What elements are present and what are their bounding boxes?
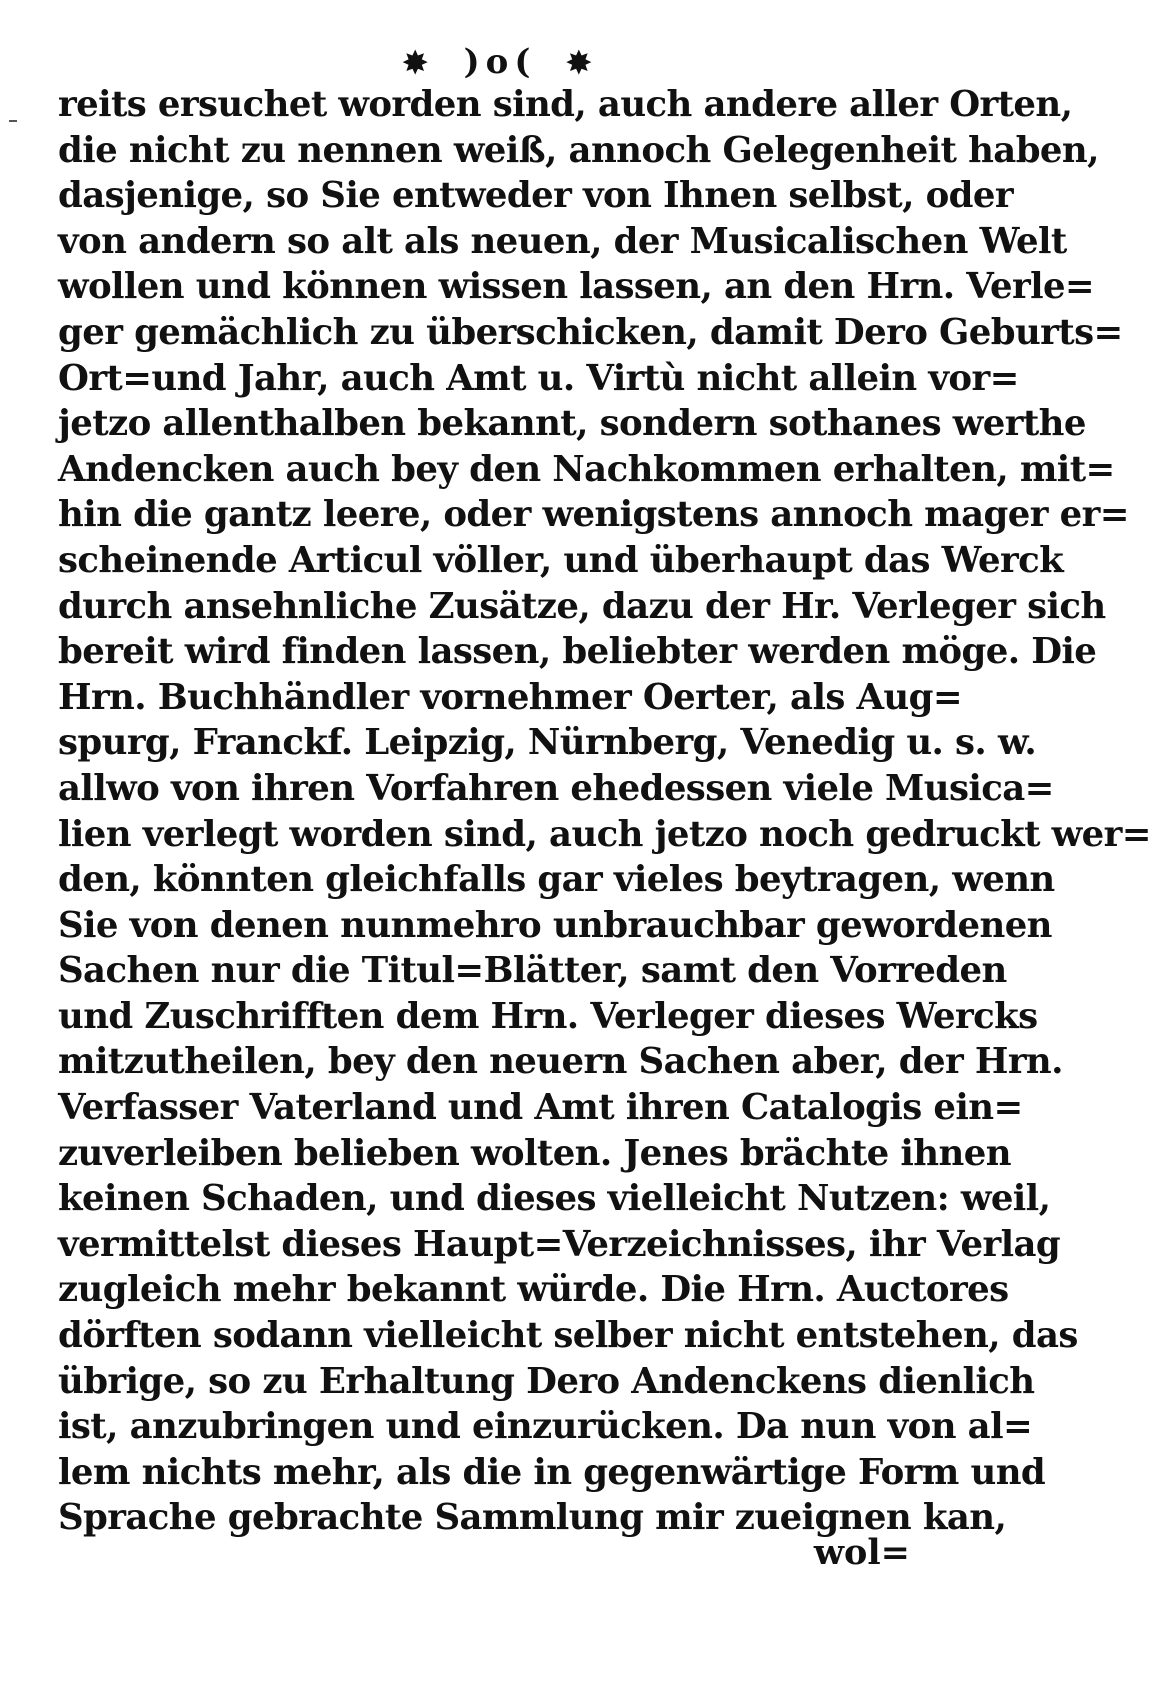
text-line: spurg, Franckf. Leipzig, Nürnberg, Venedig u. s. w. (58, 722, 1037, 764)
text-line: reits ersuchet worden sind, auch andere aller Orten, (58, 84, 1073, 125)
text-line: den, könnten gleichfalls gar vieles beytragen, wenn (58, 859, 1055, 901)
text-line: Sie von denen nunmehro unbrauchbar gewordenen (58, 904, 1052, 946)
text-line: vermittelst dieses Haupt=Verzeichnisses, ihr Verlag (58, 1223, 1061, 1265)
ornament-right-icon: ✸ (566, 46, 598, 81)
text-line: Ort=und Jahr, auch Amt u. Virtù nicht allein vor= (58, 357, 1019, 399)
text-line: keinen Schaden, und dieses vielleicht Nutzen: weil, (58, 1178, 1051, 1220)
text-line: übrige, so zu Erhaltung Dero Andenckens dienlich (58, 1360, 1035, 1402)
text-line: scheinende Articul völler, und überhaupt das Werck (58, 539, 1064, 581)
body-text (58, 82, 1151, 1541)
text-line: zuverleiben belieben wolten. Jenes brächte ihnen (58, 1132, 1011, 1174)
text-line: hin die gantz leere, oder wenigstens annoch mager er= (58, 494, 1129, 536)
text-line: Verfasser Vaterland und Amt ihren Catalogis ein= (58, 1087, 1023, 1129)
text-line: lem nichts mehr, als die in gegenwärtige Form und (58, 1451, 1046, 1493)
text-line: bereit wird finden lassen, beliebter werden möge. Die (58, 631, 1097, 673)
text-line: wollen und können wissen lassen, an den Hrn. Verle= (58, 266, 1095, 308)
text-line: allwo von ihren Vorfahren ehedessen viele Musica= (58, 767, 1054, 809)
text-line: ist, anzubringen und einzurücken. Da nun von al= (58, 1406, 1033, 1448)
text-line: zugleich mehr bekannt würde. Die Hrn. Auctores (58, 1269, 1009, 1311)
ornament-left-icon: ✸ (402, 46, 434, 81)
text-line: ger gemächlich zu überschicken, damit Dero Geburts= (58, 311, 1123, 353)
text-line: lien verlegt worden sind, auch jetzo noch gedruckt wer= (58, 813, 1151, 855)
text-line: und Zuschrifften dem Hrn. Verleger dieses Wercks (58, 995, 1038, 1037)
text-line: dörften sodann vielleicht selber nicht entstehen, das (58, 1315, 1078, 1357)
margin-mark (9, 120, 17, 122)
text-line: jetzo allenthalben bekannt, sondern sothanes werthe (58, 403, 1086, 445)
text-line: Sprache gebrachte Sammlung mir zueignen kan, (58, 1497, 1007, 1539)
text-line: von andern so alt als neuen, der Musicalischen Welt (58, 220, 1067, 262)
page-header (0, 42, 1000, 84)
text-line: Hrn. Buchhändler vornehmer Oerter, als Aug= (58, 676, 963, 718)
folio-mark: )o( (463, 42, 537, 82)
text-line: Sachen nur die Titul=Blätter, samt den Vorreden (58, 950, 1007, 992)
catchword: wol= (813, 1532, 910, 1573)
text-line: dasjenige, so Sie entweder von Ihnen selbst, oder (58, 175, 1013, 217)
text-line: die nicht zu nennen weiß, annoch Gelegenheit haben, (58, 129, 1099, 171)
text-line: durch ansehnliche Zusätze, dazu der Hr. Verleger sich (58, 585, 1106, 627)
text-line: Andencken auch bey den Nachkommen erhalten, mit= (58, 448, 1115, 490)
text-line: mitzutheilen, bey den neuern Sachen aber, der Hrn. (58, 1041, 1063, 1083)
